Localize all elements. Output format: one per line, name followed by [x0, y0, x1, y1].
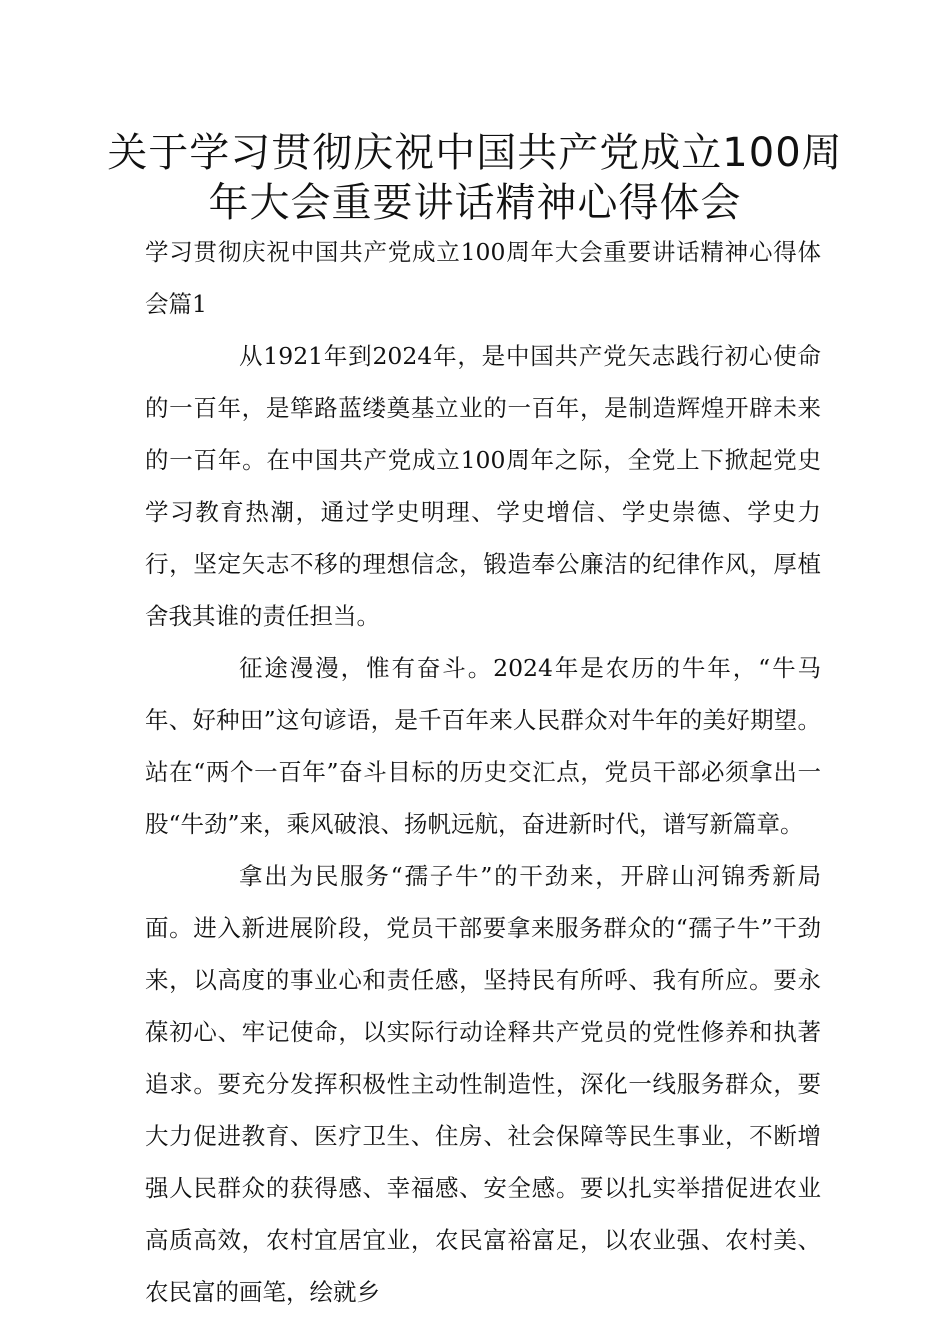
- document-subtitle: 学习贯彻庆祝中国共产党成立100周年大会重要讲话精神心得体会篇1: [145, 238, 821, 318]
- document-title: 关于学习贯彻庆祝中国共产党成立100周年大会重要讲话精神心得体会: [107, 130, 843, 226]
- paragraph-2: 征途漫漫，惟有奋斗。2024年是农历的牛年，“牛马年、好种田”这句谚语，是千百年来人民群众对牛年的美好期望。站在“两个一百年”奋斗目标的历史交汇点，党员干部必须拿出一股“牛劲”来，乘风破浪、扬帆远航，奋进新时代，谱写新篇章。: [145, 654, 821, 838]
- document-body: [145, 226, 821, 1318]
- paragraph-1: 从1921年到2024年，是中国共产党矢志践行初心使命的一百年，是筚路蓝缕奠基立业的一百年，是制造辉煌开辟未来的一百年。在中国共产党成立100周年之际，全党上下掀起党史学习教育热潮，通过学史明理、学史增信、学史崇德、学史力行，坚定矢志不移的理想信念，锻造奉公廉洁的纪律作风，厚植舍我其谁的责任担当。: [145, 342, 821, 630]
- paragraph-3: 拿出为民服务“孺子牛”的干劲来，开辟山河锦秀新局面。进入新进展阶段，党员干部要拿来服务群众的“孺子牛”干劲来，以高度的事业心和责任感，坚持民有所呼、我有所应。要永葆初心、牢记使命，以实际行动诠释共产党员的党性修养和执著追求。要充分发挥积极性主动性制造性，深化一线服务群众，要大力促进教育、医疗卫生、住房、社会保障等民生事业，不断增强人民群众的获得感、幸福感、安全感。要以扎实举措促进农业高质高效，农村宜居宜业，农民富裕富足，以农业强、农村美、农民富的画笔，绘就乡: [145, 862, 821, 1306]
